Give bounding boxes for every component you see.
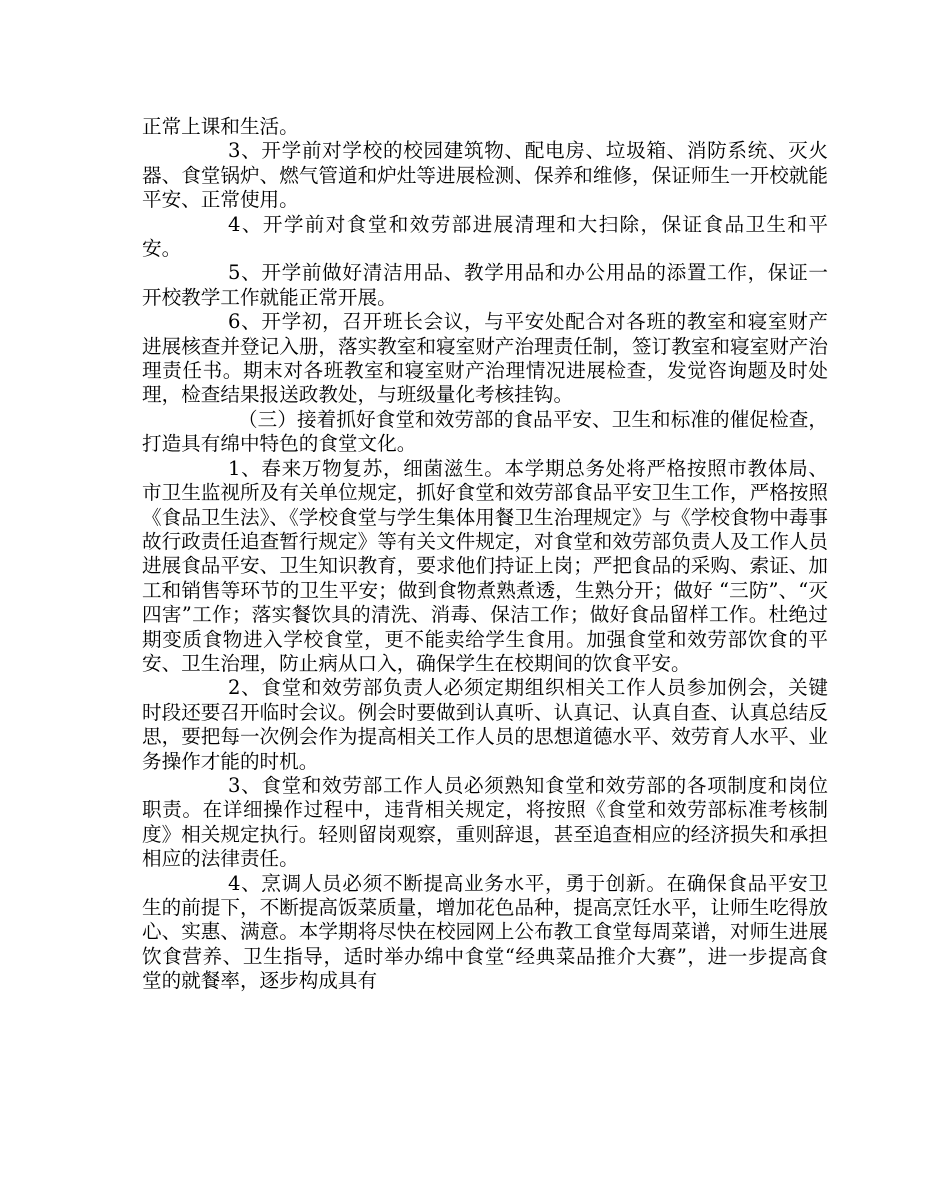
paragraph-canteen-item-2: 2、食堂和效劳部负责人必须定期组织相关工作人员参加例会，关键时段还要召开临时会议。例会时要做到认真听、认真记、认真自查、认真总结反思，要把每一次例会作为提高相关工作人员的思想道德水平、效劳育人水平、业务操作才能的时机。 bbox=[142, 676, 828, 773]
paragraph-canteen-item-3: 3、食堂和效劳部工作人员必须熟知食堂和效劳部的各项制度和岗位职责。在详细操作过程中，违背相关规定，将按照《食堂和效劳部标准考核制度》相关规定执行。轻则留岗观察，重则辞退，甚至追查相应的经济损失和承担相应的法律责任。 bbox=[142, 773, 828, 871]
paragraph-canteen-item-1: 1、春来万物复苏，细菌滋生。本学期总务处将严格按照市教体局、市卫生监视所及有关单位规定，抓好食堂和效劳部食品平安卫生工作，严格按照《食品卫生法》、《学校食堂与学生集体用餐卫生治理规定》与《学校食物中毒事故行政责任追查暂行规定》等有关文件规定，对食堂和效劳部负责人及工作人员进展食品平安、卫生知识教育，要求他们持证上岗；严把食品的采购、索证、加工和销售等环节的卫生平安；做到食物煮熟煮透，生熟分开；做好 “三防”、“灭四害”工作；落实餐饮具的清洗、消毒、保洁工作；做好食品留样工作。杜绝过期变质食物进入学校食堂，更不能卖给学生食用。加强食堂和效劳部饮食的平安、卫生治理，防止病从口入，确保学生在校期间的饮食平安。 bbox=[142, 456, 828, 675]
paragraph-item-3: 3、开学前对学校的校园建筑物、配电房、垃圾箱、消防系统、灭火器、食堂锅炉、燃气管道和炉灶等进展检测、保养和维修，保证师生一开校就能平安、正常使用。 bbox=[142, 139, 828, 212]
paragraph-canteen-item-4: 4、烹调人员必须不断提高业务水平，勇于创新。在确保食品平安卫生的前提下，不断提高饭菜质量，增加花色品种，提高烹饪水平，让师生吃得放心、实惠、满意。本学期将尽快在校园网上公布教工食堂每周菜谱，对师生进展饮食营养、卫生指导，适时举办绵中食堂“经典菜品推介大赛”，进一步提高食堂的就餐率，逐步构成具有 bbox=[142, 871, 828, 993]
paragraph-item-6: 6、开学初，召开班长会议，与平安处配合对各班的教室和寝室财产进展核查并登记入册，落实教室和寝室财产治理责任制，签订教室和寝室财产治理责任书。期末对各班教室和寝室财产治理情况进展检查，发觉咨询题及时处理，检查结果报送政教处，与班级量化考核挂钩。 bbox=[142, 310, 828, 407]
paragraph-continuation: 正常上课和生活。 bbox=[142, 115, 299, 138]
document-body bbox=[142, 115, 828, 994]
paragraph-item-4: 4、开学前对食堂和效劳部进展清理和大扫除，保证食品卫生和平安。 bbox=[142, 212, 828, 261]
section-heading-3: （三）接着抓好食堂和效劳部的食品平安、卫生和标准的催促检查，打造具有绵中特色的食堂文化。 bbox=[142, 407, 828, 456]
paragraph-item-5: 5、开学前做好清洁用品、教学用品和办公用品的添置工作，保证一开校教学工作就能正常开展。 bbox=[142, 261, 828, 309]
